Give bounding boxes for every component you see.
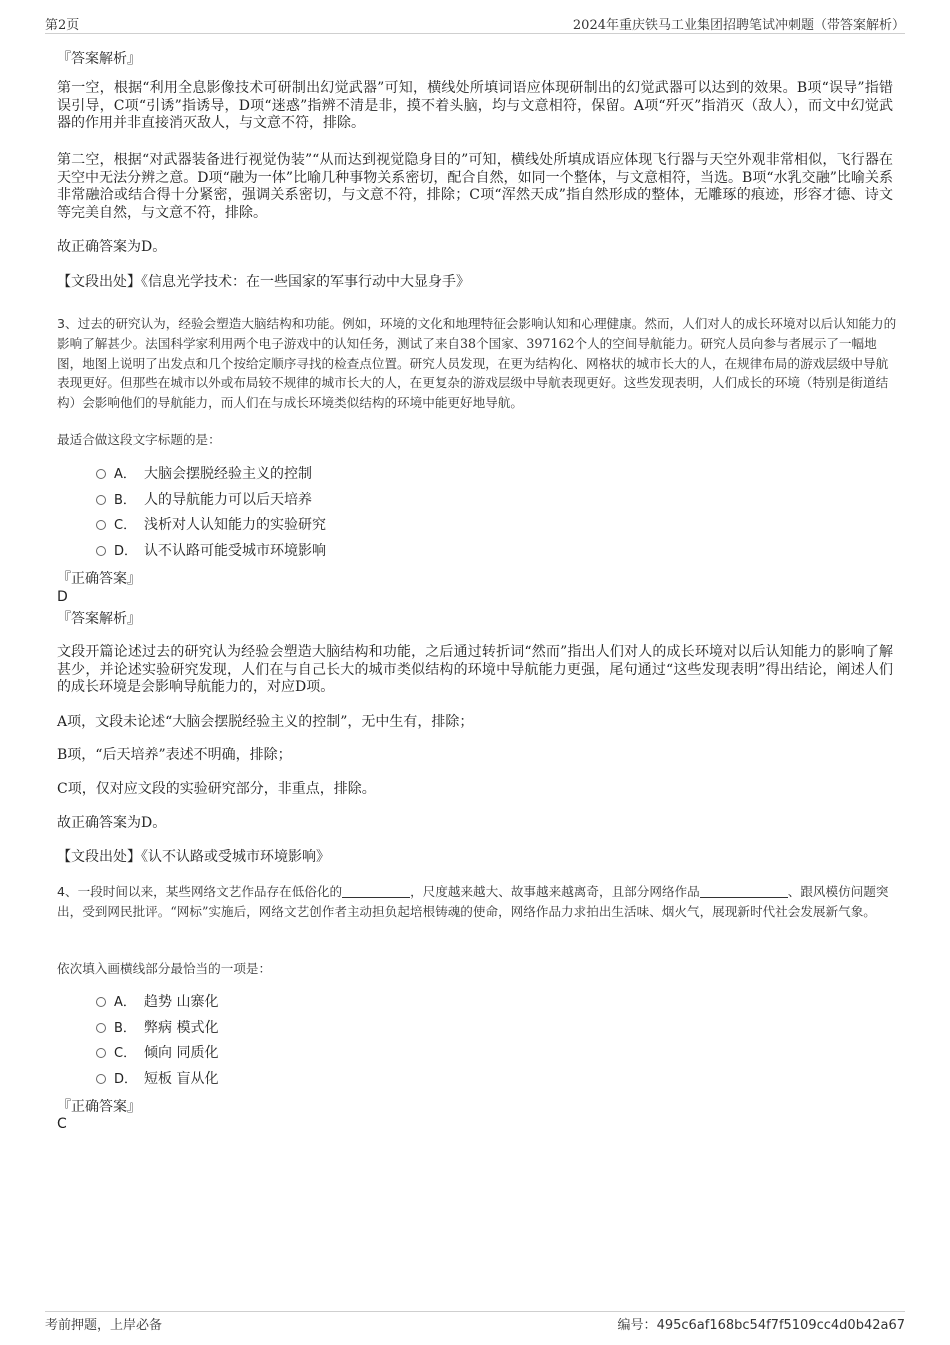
q4-correct-heading: 『正确答案』 (57, 1099, 141, 1115)
code-value: 495c6af168bc54f7f5109cc4d0b42a67 (656, 1318, 905, 1333)
option-letter: C． (114, 518, 137, 533)
radio-icon[interactable] (96, 495, 106, 505)
document-code (618, 1314, 905, 1333)
q3-prompt: 最适合做这段文字标题的是： (57, 432, 221, 447)
q3-option-b[interactable] (96, 491, 312, 510)
q3-option-c[interactable] (96, 516, 326, 535)
q2-analysis-para2: 第二空，根据“对武器装备进行视觉伪装”“从而达到视觉隐身目的”可知，横线处所填成语应体现飞行器与天空外观非常相似，飞行器在天空中无法分辨之意。D项“融为一体”比喻几种事物关系密切，配合自然，如同一个整体，与文意相符，当选。B项“水乳交融”比喻关系非常融洽或结合得十分紧密，强调关系密切，与文意不符，排除；C项“浑然天成”指自然形成的整体，无雕琢的痕迹，形容才德、诗文等完美自然，与文意不符，排除。 (57, 152, 893, 221)
q3-option-a[interactable] (96, 465, 312, 484)
q3-analysis-heading: 『答案解析』 (57, 611, 141, 627)
q4-option-c[interactable] (96, 1044, 218, 1063)
q4-stem-part3: 、跟风模仿问题突出，受到网民批评。“网标”实施后，网络文艺创作者主动担负起培根铸魂的使命，网络作品力求拍出生活味、烟火气，展现新时代社会发展新气象。 (57, 884, 889, 919)
code-label: 编号： (617, 1318, 657, 1333)
option-text: 大脑会摆脱经验主义的控制 (144, 466, 312, 482)
q3-correct-heading: 『正确答案』 (57, 571, 141, 587)
q3-number: 3、 (57, 316, 78, 331)
radio-icon[interactable] (96, 469, 106, 479)
page-header (45, 14, 905, 34)
option-text: 短板 盲从化 (144, 1071, 219, 1087)
radio-icon[interactable] (96, 1074, 106, 1084)
option-text: 趋势 山寨化 (144, 994, 219, 1010)
q4-stem (57, 882, 897, 922)
option-letter: A． (114, 995, 136, 1010)
q4-blank-2[interactable] (700, 885, 788, 898)
q3-analysis: 文段开篇论述过去的研究认为经验会塑造大脑结构和功能，之后通过转折词“然而”指出人们对人的成长环境对以后认知能力的影响了解甚少，并论述实验研究发现，人们在与自己长大的城市类似结构的环境中导航能力更强，尾句通过“这些发现表明”得出结论，阐述人们的成长环境是会影响导航能力的，对应D项。 (57, 644, 893, 695)
option-letter: C． (114, 1046, 137, 1061)
radio-icon[interactable] (96, 1048, 106, 1058)
q4-option-b[interactable] (96, 1019, 218, 1038)
option-text: 浅析对人认知能力的实验研究 (144, 517, 326, 533)
q2-conclusion: 故正确答案为D。 (57, 239, 167, 255)
option-text: 人的导航能力可以后天培养 (144, 492, 312, 508)
option-letter: A． (114, 467, 136, 482)
q4-number: 4、 (57, 884, 78, 899)
q4-stem-part1: 一段时间以来，某些网络文艺作品存在低俗化的 (77, 884, 343, 899)
q3-source: 【文段出处】《认不认路或受城市环境影响》 (57, 849, 330, 865)
q4-option-d[interactable] (96, 1070, 218, 1089)
q4-blank-1[interactable] (342, 885, 410, 898)
option-letter: B． (114, 1021, 136, 1036)
q2-analysis-para1: 第一空，根据“利用全息影像技术可研制出幻觉武器”可知，横线处所填词语应体现研制出的幻觉武器可以达到的效果。B项“误导”指错误引导，C项“引诱”指诱导，D项“迷惑”指辨不清是非，摸不着头脑，均与文意相符，保留。A项“歼灭”指消灭（敌人），而文中幻觉武器的作用并非直接消灭敌人，与文意不符，排除。 (57, 80, 893, 131)
q3-answer: D (57, 589, 68, 605)
page-number: 第2页 (45, 18, 80, 33)
q3-conclusion: 故正确答案为D。 (57, 815, 167, 831)
option-letter: D． (114, 544, 138, 559)
q2-analysis-heading: 『答案解析』 (57, 51, 141, 67)
option-text: 认不认路可能受城市环境影响 (144, 543, 326, 559)
footer-slogan: 考前押题，上岸必备 (45, 1318, 163, 1333)
option-text: 弊病 模式化 (144, 1020, 219, 1036)
q2-source: 【文段出处】《信息光学技术：在一些国家的军事行动中大显身手》 (57, 274, 470, 290)
document-title: 2024年重庆铁马工业集团招聘笔试冲刺题（带答案解析） (572, 18, 905, 33)
radio-icon[interactable] (96, 1023, 106, 1033)
q4-stem-part2: ，尺度越来越大、故事越来越离奇，且部分网络作品 (410, 884, 700, 899)
q3-note-c: C项，仅对应文段的实验研究部分，非重点，排除。 (57, 781, 376, 797)
option-letter: B． (114, 493, 136, 508)
option-letter: D． (114, 1072, 138, 1087)
radio-icon[interactable] (96, 546, 106, 556)
q3-note-b: B项，“后天培养”表述不明确，排除； (57, 747, 292, 763)
q4-option-a[interactable] (96, 993, 218, 1012)
q4-answer: C (57, 1116, 67, 1132)
q3-note-a: A项，文段未论述“大脑会摆脱经验主义的控制”，无中生有，排除； (57, 714, 474, 730)
header-divider (45, 33, 905, 34)
radio-icon[interactable] (96, 997, 106, 1007)
q3-stem (57, 314, 897, 413)
footer-divider (45, 1311, 905, 1312)
q3-option-d[interactable] (96, 542, 326, 561)
q3-stem-text: 过去的研究认为，经验会塑造大脑结构和功能。例如，环境的文化和地理特征会影响认知和心理健康。然而，人们对人的成长环境对以后认知能力的影响了解甚少。法国科学家利用两个电子游戏中的认知任务，测试了来自38个国家、397162个人的空间导航能力。研究人员向参与者展示了一幅地图，地图上说明了出发点和几个按给定顺序寻找的检查点位置。研究人员发现，在更为结构化、网格状的城市长大的人，在规律布局的游戏层级中导航表现更好。但那些在城市以外或布局较不规律的城市长大的人，在更复杂的游戏层级中导航表现更好。这些发现表明，人们成长的环境（特别是街道结构）会影响他们的导航能力，而人们在与成长环境类似结构的环境中能更好地导航。 (57, 316, 897, 411)
radio-icon[interactable] (96, 520, 106, 530)
q4-prompt: 依次填入画横线部分最恰当的一项是： (57, 961, 272, 976)
option-text: 倾向 同质化 (144, 1045, 219, 1061)
